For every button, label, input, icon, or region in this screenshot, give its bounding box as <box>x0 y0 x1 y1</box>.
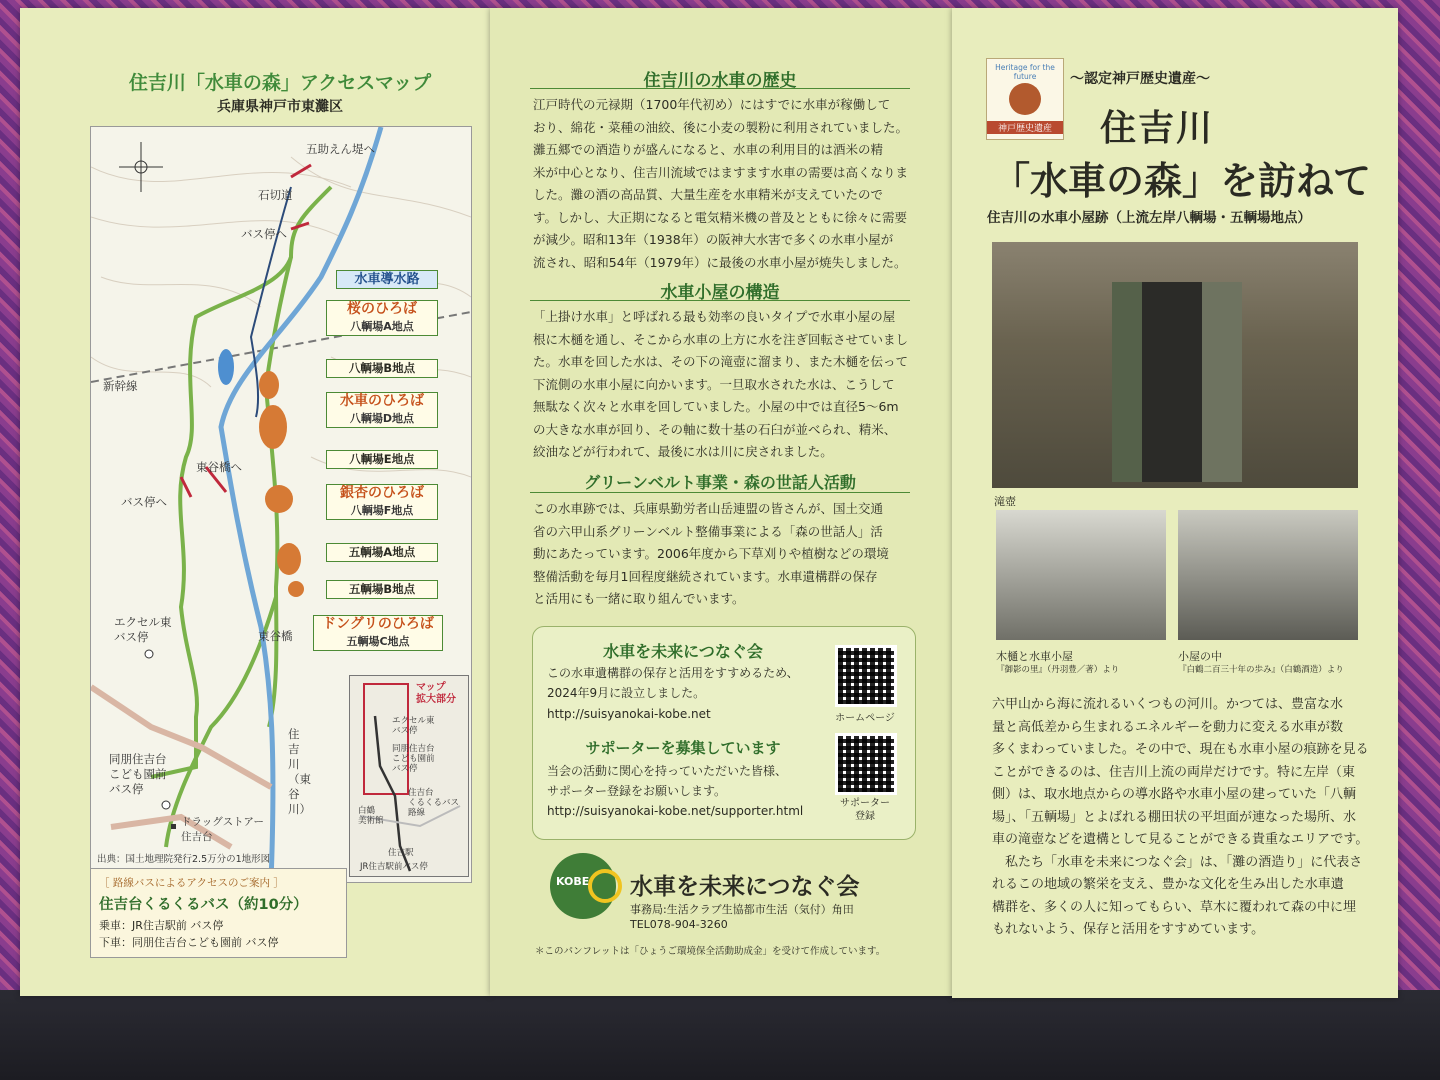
heritage-badge <box>986 58 1064 140</box>
funding-note: ＊このパンフレットは「ひょうご環境保全活動助成金」を受けて作成しています。 <box>535 946 886 957</box>
compass-icon <box>119 142 163 192</box>
label-ishikiri: 石切道 <box>258 188 293 202</box>
map-title: 住吉川「水車の森」アクセスマップ <box>128 72 432 94</box>
association-text: この水車遺構群の保存と活用をすすめるため、 2024年9月に設立しました。 <box>547 666 799 700</box>
qr2-label: サポーター 登録 <box>840 798 890 822</box>
label-gosuke: 五助えん堤へ <box>306 142 375 156</box>
bus-alight: 下車：同朋住吉台こども園前 バス停 <box>99 936 279 949</box>
title-line-2: 「水車の森」を訪ねて <box>992 158 1372 203</box>
inset-map <box>349 675 469 877</box>
inset-hakutsuru: 白鶴 美術館 <box>358 806 384 826</box>
logo-text: KOBE <box>556 875 590 888</box>
box-icho: 銀杏のひろば 八輌場F地点 <box>326 484 438 520</box>
cover-subtitle: 住吉川の水車小屋跡（上流左岸八輌場・五輌場地点） <box>987 210 1311 226</box>
association-logo <box>550 853 616 919</box>
label-shinkansen: 新幹線 <box>103 379 138 393</box>
photo3-caption: 小屋の中 <box>1178 650 1222 663</box>
background-cloth <box>0 990 1440 1080</box>
label-excel-busstop: エクセル東 バス停 <box>114 615 172 644</box>
box-go-a: 五輌場A地点 <box>326 543 438 562</box>
photo2-source: 『御影の里』（丹羽豊／著）より <box>996 665 1120 675</box>
photo-mizuhi <box>996 510 1166 640</box>
label-higashitani: 東谷橋へ <box>196 460 242 474</box>
inset-excel: エクセル東 バス停 <box>392 716 435 736</box>
history-panel <box>490 8 952 996</box>
inset-jr-busstop: JR住吉駅前バス停 <box>360 862 428 872</box>
structure-title: 水車小屋の構造 <box>660 283 780 303</box>
map-subtitle: 兵庫県神戸市東灘区 <box>217 99 343 115</box>
org-name: 水車を未来につなぐ会 <box>630 874 860 900</box>
rooster-icon <box>1009 83 1041 115</box>
heritage-tag: 〜認定神戸歴史遺産〜 <box>1070 71 1210 87</box>
inset-kodomo: 同朋住吉台 こども園前 バス停 <box>392 744 435 774</box>
association-url[interactable]: http://suisyanokai-kobe.net <box>547 707 711 721</box>
history-text: 江戸時代の元禄期（1700年代初め）にはすでに水車が稼働して おり、綿花・菜種の油絞、後に小麦の製粉に利用されていました。 灘五郷での酒造りが盛んになると、水車の利用目的は酒米の精 米が中心となり、住吉川流域ではますます水車の需要は高くなりま した。灘の酒の高品質、大量生産を水車精米が支えていたので す。しかし、大正期になると電気精米機の普及とともに徐々に需要 が減少。昭和13年（1938年）の阪神大水害で多くの水車小屋が 流され、昭和54年（1979年）に最後の水車小屋が焼失しました。 <box>533 97 909 270</box>
bus-info-box <box>90 868 347 958</box>
greenbelt-text: この水車跡では、兵庫県勤労者山岳連盟の皆さんが、国土交通 省の六甲山系グリーンベルト整備事業による「森の世話人」活 動にあたっています。2006年度から下草刈りや植樹などの環境 整備活動を毎月1回程度継続されています。水車遺構群の保存 と活用にも一緒に取り組んでいます。 <box>533 501 889 606</box>
photo-takitsubo <box>992 242 1358 488</box>
badge-arc-text: Heritage for the future <box>995 63 1055 81</box>
supporter-qr-code[interactable] <box>835 733 897 795</box>
box-sakura: 桜のひろば 八輌場A地点 <box>326 300 438 336</box>
box-b-point: 八輌場B地点 <box>326 359 438 378</box>
box-waterway: 水車導水路 <box>336 270 438 289</box>
inset-kurukuru: 住吉台 くるくるバス 路線 <box>408 788 460 818</box>
access-map <box>90 126 472 883</box>
inset-sumiyoshi-station: 住吉駅 <box>388 848 414 858</box>
bus-info-heading: ［ 路線バスによるアクセスのご案内 ］ <box>99 877 284 889</box>
box-donguri: ドングリのひろば 五輌場C地点 <box>313 615 443 651</box>
box-suisha: 水車のひろば 八輌場D地点 <box>326 392 438 428</box>
label-busstop-left: バス停へ <box>121 495 167 509</box>
supporter-title: サポーターを募集しています <box>585 739 781 757</box>
title-line-1: 住吉川 <box>1100 107 1215 149</box>
cover-body: 六甲山から海に流れるいくつもの河川。かつては、豊富な水 量と高低差から生まれるエネルギーを動力に変える水車が数 多くまわっていました。その中で、現在も水車小屋の痕跡を見る ことができるのは、住吉川上流の両岸だけです。特に左岸（東 側）は、取水地点からの導水路や水車小屋の建っていた「八輌 場」、「五輌場」とよばれる棚田状の平坦面が連なった場所、水 車の滝壺などを遺構として見ることができる貴重なエリアです。 私たち「水車を未来につなぐ会」は、「灘の酒造り」に代表さ れるこの地域の繁栄を支え、豊かな文化を生み出した水車遺 構群を、多くの人に知ってもらい、草木に覆われて森の中に埋 もれないよう、保存と活用をすすめています。 <box>992 697 1369 937</box>
photo1-caption: 滝壺 <box>994 495 1016 508</box>
box-go-b: 五輌場B地点 <box>326 580 438 599</box>
box-e-point: 八輌場E地点 <box>326 450 438 469</box>
homepage-qr-code[interactable] <box>835 645 897 707</box>
label-higashitanibashi: 東谷橋 <box>258 629 293 643</box>
bus-board: 乗車：JR住吉駅前 バス停 <box>99 919 224 932</box>
inset-title: マップ 拡大部分 <box>416 682 456 705</box>
label-drugstore: ドラッグストアー 住吉台 <box>181 816 265 843</box>
map-source: 出典：国土地理院発行2.5万分の1地形図 <box>97 854 271 865</box>
label-river: 住吉川 （東谷川） <box>288 727 311 816</box>
association-box <box>532 626 916 840</box>
qr1-label: ホームページ <box>835 713 895 724</box>
org-office: 事務局:生活クラブ生協都市生活（気付）角田 <box>630 903 854 916</box>
photo-koya-interior <box>1178 510 1358 640</box>
badge-text: 神戸歴史遺産 <box>987 121 1063 134</box>
history-title: 住吉川の水車の歴史 <box>643 71 797 91</box>
cover-panel <box>952 8 1398 998</box>
structure-text: 「上掛け水車」と呼ばれる最も効率の良いタイプで水車小屋の屋 根に木樋を通し、そこから水車の上方に水を注ぎ回転させていまし た。水車を回した水は、その下の滝壺に溜まり、また木樋を伝って 下流側の水車小屋に向かいます。一旦取水された水は、こうして 無駄なく次々と水車を回していました。小屋の中では直径5〜6m の大きな水車が回り、その軸に数十基の石臼が並べられ、精米、 絞油などが行われて、最後に水は川に戻されました。 <box>533 309 909 459</box>
label-kodomo-busstop: 同朋住吉台 こども園前 バス停 <box>109 752 167 796</box>
photo3-source: 『白鶴二百三十年の歩み』（白鶴酒造）より <box>1178 665 1344 675</box>
waterwheel-icon <box>588 869 622 903</box>
photo2-caption: 木樋と水車小屋 <box>996 650 1073 663</box>
map-panel <box>20 8 490 996</box>
association-title: 水車を未来につなぐ会 <box>603 642 763 661</box>
supporter-text: 当会の活動に関心を持っていただいた皆様、 サポーター登録をお願いします。 <box>547 764 788 798</box>
bus-name: 住吉台くるくるバス（約10分） <box>99 897 308 913</box>
supporter-url[interactable]: http://suisyanokai-kobe.net/supporter.html <box>547 804 804 818</box>
label-busstop-top: バス停へ <box>241 227 287 241</box>
greenbelt-title: グリーンベルト事業・森の世話人活動 <box>584 473 856 492</box>
org-tel: TEL078-904-3260 <box>630 918 728 931</box>
